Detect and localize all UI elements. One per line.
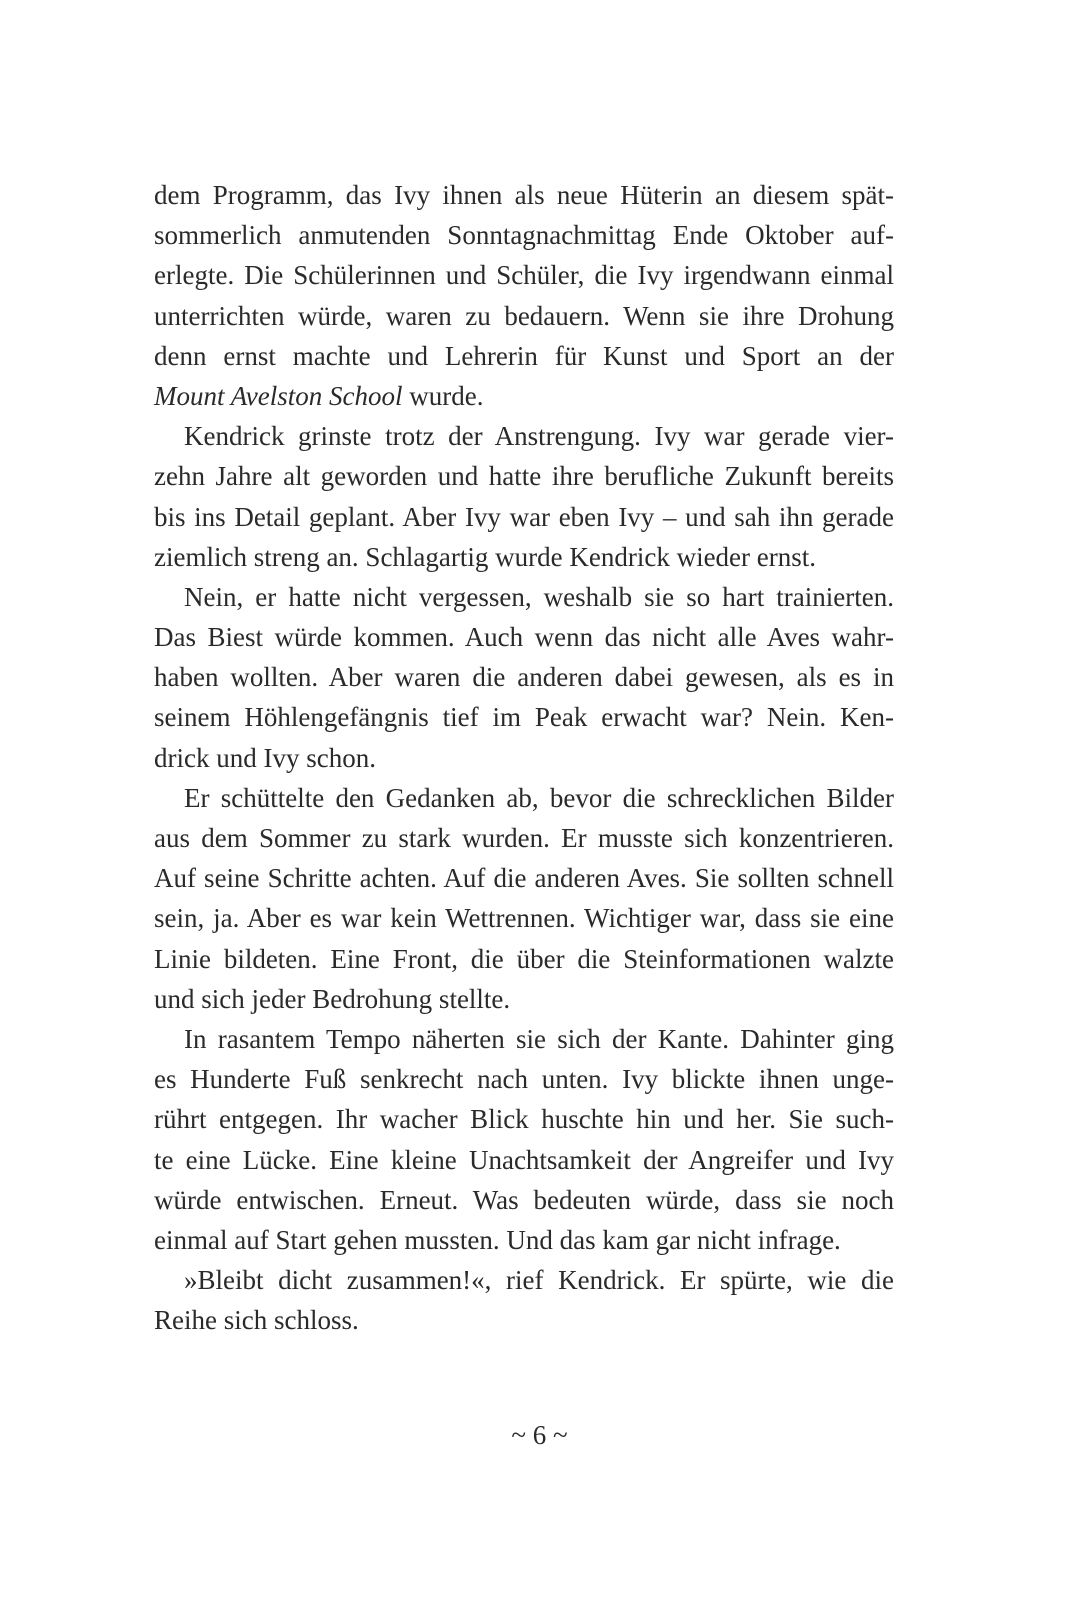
text-line: »Bleibt dicht zusammen!«, rief Kendrick. Er spürte, wie die	[184, 1265, 894, 1296]
text-line: Das Biest würde kommen. Auch wenn das nicht alle Aves wahr-	[154, 622, 894, 653]
text-line: unterrichten würde, waren zu bedauern. Wenn sie ihre Drohung	[154, 300, 894, 331]
text-line: Reihe sich schloss.	[154, 1305, 359, 1336]
text-line: denn ernst machte und Lehrerin für Kunst und Sport an der	[154, 340, 894, 371]
text-line: rührt entgegen. Ihr wacher Blick huschte hin und her. Sie such-	[154, 1104, 894, 1135]
text-line: Auf seine Schritte achten. Auf die anderen Aves. Sie sollten schnell	[154, 863, 894, 894]
text-line: erlegte. Die Schülerinnen und Schüler, die Ivy irgendwann einmal	[154, 260, 894, 291]
text-line: sommerlich anmutenden Sonntagnachmittag Ende Oktober auf-	[154, 220, 894, 251]
text-line: Er schüttelte den Gedanken ab, bevor die schrecklichen Bilder	[184, 782, 894, 813]
text-line: Nein, er hatte nicht vergessen, weshalb sie so hart trainierten.	[184, 581, 894, 612]
text-line: In rasantem Tempo näherten sie sich der Kante. Dahinter ging	[184, 1023, 894, 1054]
text-line: seinem Höhlengefängnis tief im Peak erwacht war? Nein. Ken-	[154, 702, 894, 733]
body-text	[154, 175, 894, 1340]
text-line: einmal auf Start gehen mussten. Und das kam gar nicht infrage.	[154, 1224, 841, 1255]
text-line: sein, ja. Aber es war kein Wettrennen. Wichtiger war, dass sie eine	[154, 903, 894, 934]
text-line	[154, 376, 894, 416]
text-line: ziemlich streng an. Schlagartig wurde Kendrick wieder ernst.	[154, 541, 817, 572]
text-line: es Hunderte Fuß senkrecht nach unten. Ivy blickte ihnen unge-	[154, 1064, 894, 1095]
text-line: drick und Ivy schon.	[154, 742, 376, 773]
text-fragment: wurde.	[402, 380, 484, 411]
text-line: Linie bildeten. Eine Front, die über die Steinformationen walzte	[154, 943, 894, 974]
school-name-italic: Mount Avelston School	[154, 380, 403, 411]
text-line: Kendrick grinste trotz der Anstrengung. Ivy war gerade vier-	[184, 421, 894, 452]
text-line: dem Programm, das Ivy ihnen als neue Hüterin an diesem spät-	[154, 180, 894, 210]
page-number: ~ 6 ~	[511, 1420, 568, 1450]
text-line: bis ins Detail geplant. Aber Ivy war eben Ivy – und sah ihn gerade	[154, 501, 894, 532]
text-line: te eine Lücke. Eine kleine Unachtsamkeit der Angreifer und Ivy	[154, 1144, 894, 1175]
text-line: würde entwischen. Erneut. Was bedeuten würde, dass sie noch	[154, 1184, 894, 1215]
text-line: zehn Jahre alt geworden und hatte ihre berufliche Zukunft bereits	[154, 461, 894, 492]
text-line: aus dem Sommer zu stark wurden. Er musste sich konzentrieren.	[154, 823, 894, 853]
text-line: und sich jeder Bedrohung stellte.	[154, 983, 511, 1014]
text-line: haben wollten. Aber waren die anderen dabei gewesen, als es in	[154, 662, 894, 693]
